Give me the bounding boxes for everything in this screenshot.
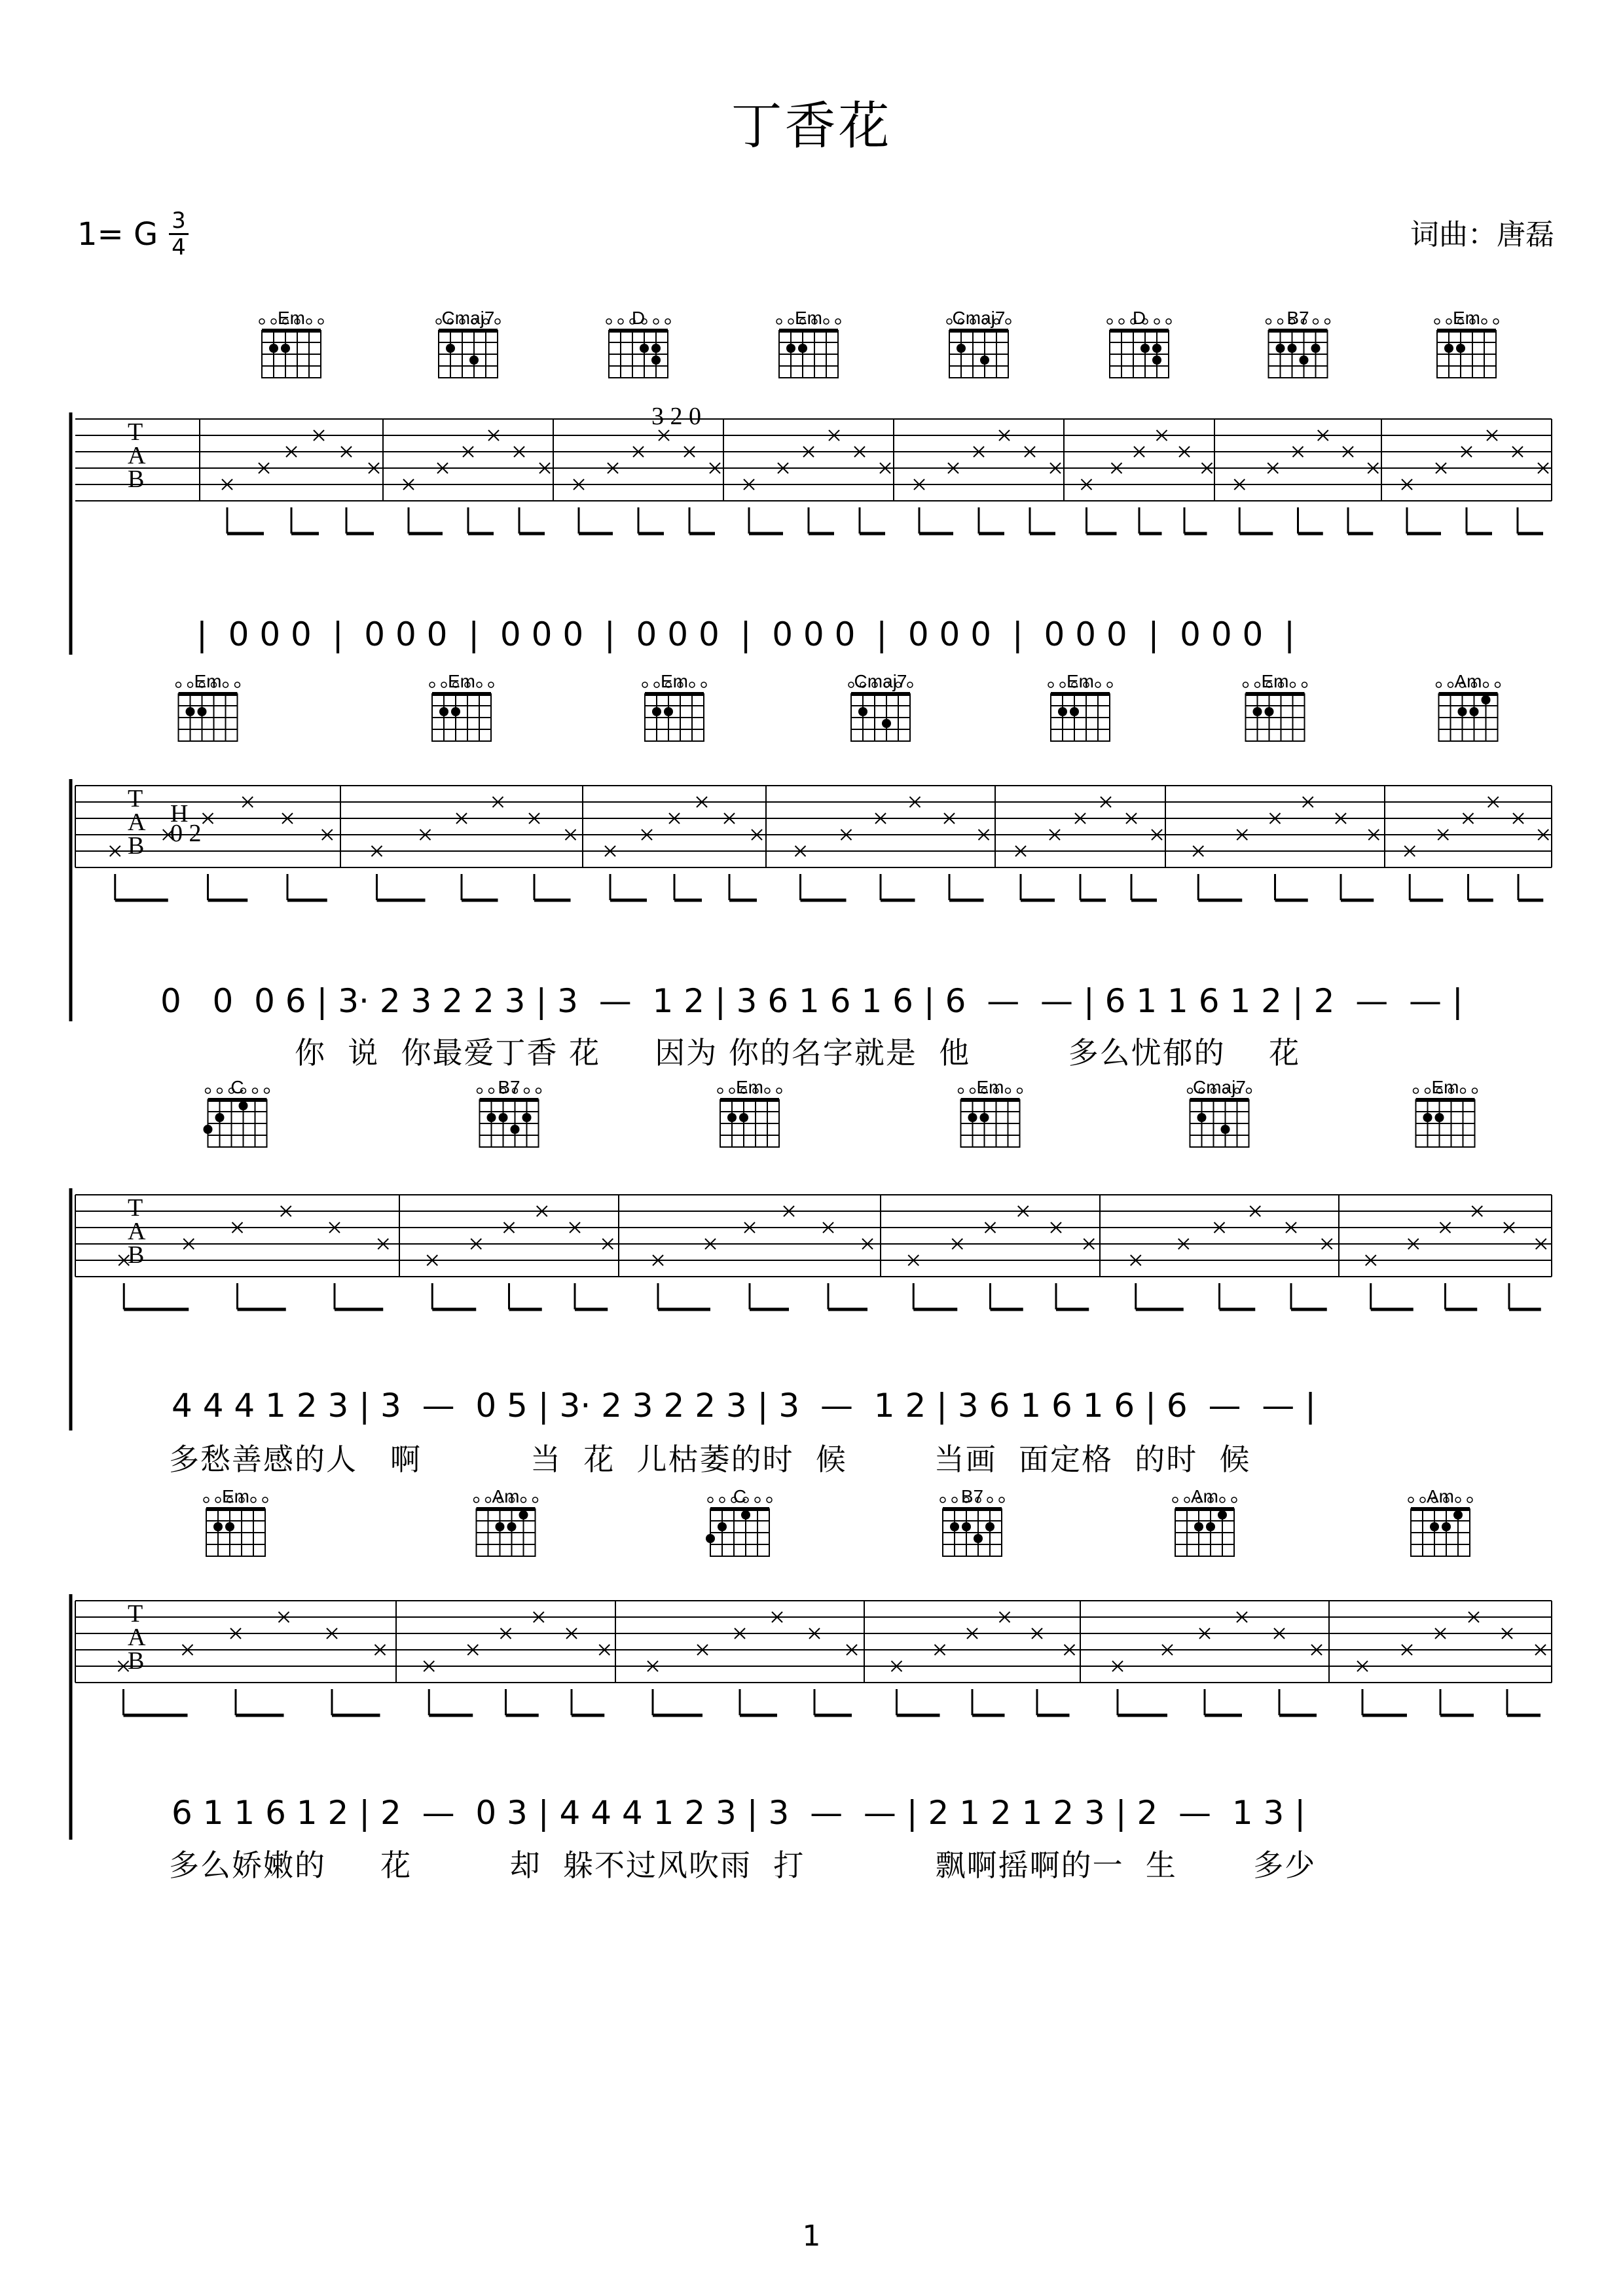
finger-dot <box>706 1534 715 1543</box>
key-signature: 1= G <box>77 216 158 253</box>
chord-name: Am <box>492 1486 520 1506</box>
lyric-line-2: 你 说 你最爱丁香 花 因为 你的名字就是 他 多么忧郁的 花 <box>295 1035 1301 1070</box>
open-string-marker <box>474 1497 479 1503</box>
chord-name: Em <box>1067 671 1094 691</box>
tab-clef-letter: B <box>128 1647 145 1675</box>
open-string-marker <box>533 1497 538 1503</box>
chord-name: D <box>1132 308 1146 328</box>
chord-name: Em <box>661 671 688 691</box>
chord-diagram-am <box>1408 1486 1472 1556</box>
chord-name: Cmaj7 <box>854 671 907 691</box>
open-string-marker <box>251 1497 256 1503</box>
chord-diagram-b7 <box>940 1486 1004 1556</box>
finger-dot <box>962 1522 971 1531</box>
tab-clef-letter: A <box>128 1218 146 1245</box>
finger-dot <box>1453 1510 1463 1520</box>
open-string-marker <box>486 1497 491 1503</box>
tab-mark-text: 3 2 0 <box>651 403 701 430</box>
open-string-marker <box>1220 1497 1225 1503</box>
tab-clef-letter: B <box>128 465 145 493</box>
tab-mark-text: H <box>170 800 189 828</box>
tab-clef-letter: A <box>128 809 146 836</box>
open-string-marker <box>940 1497 945 1503</box>
chord-name: Em <box>1261 671 1289 691</box>
open-string-marker <box>1231 1497 1237 1503</box>
chord-name: B7 <box>498 1077 520 1097</box>
tab-clef-letter: A <box>128 1624 146 1651</box>
finger-dot <box>225 1522 234 1531</box>
finger-dot <box>507 1522 517 1531</box>
lyric-line-4: 多么娇嫩的 花 却 躲不过风吹雨 打 飘啊摇啊的一 生 多少 <box>169 1848 1317 1883</box>
chord-name: Cmaj7 <box>1193 1077 1246 1097</box>
finger-dot <box>974 1534 983 1543</box>
chord-name: Em <box>278 308 305 328</box>
chord-name: Em <box>795 308 822 328</box>
chord-name: D <box>631 308 646 328</box>
chord-name: C <box>733 1486 747 1506</box>
tab-clef-letter: T <box>128 785 143 812</box>
time-signature-top: 3 <box>172 208 186 234</box>
chord-name: Em <box>448 671 475 691</box>
open-string-marker <box>755 1497 760 1503</box>
finger-dot <box>718 1522 727 1531</box>
finger-dot <box>496 1522 505 1531</box>
chord-name: B7 <box>1286 308 1309 328</box>
tab-clef-letter: B <box>128 1241 145 1269</box>
chord-name: C <box>230 1077 244 1097</box>
open-string-marker <box>767 1497 772 1503</box>
chord-name: Am <box>1427 1486 1454 1506</box>
chord-diagram-em <box>204 1486 268 1556</box>
jianpu-line-4: 6 1 1 6 1 2 | 2 — 0 3 | 4 4 4 1 2 3 | 3 — — | 2 1 2 1 2 3 | 2 — 1 3 | <box>172 1794 1306 1832</box>
open-string-marker <box>1408 1497 1413 1503</box>
chord-name: Em <box>194 671 222 691</box>
tab-clef-letter: T <box>128 418 143 446</box>
tab-clef-letter: T <box>128 1194 143 1222</box>
open-string-marker <box>1467 1497 1472 1503</box>
chord-name: Am <box>1454 671 1482 691</box>
jianpu-line-2: 0 0 0 6 | 3· 2 3 2 2 3 | 3 — 1 2 | 3 6 1 6 1 6 | 6 — — | 6 1 1 6 1 2 | 2 — — | <box>160 982 1463 1020</box>
open-string-marker <box>999 1497 1004 1503</box>
jianpu-line-3: 4 4 4 1 2 3 | 3 — 0 5 | 3· 2 3 2 2 3 | 3 — 1 2 | 3 6 1 6 1 6 | 6 — — | <box>172 1387 1316 1425</box>
open-string-marker <box>708 1497 713 1503</box>
tab-mark-text: 0 2 <box>170 820 202 847</box>
finger-dot <box>950 1522 959 1531</box>
credit: 词曲：唐磊 <box>1410 218 1554 251</box>
chord-name: Cmaj7 <box>441 308 495 328</box>
finger-dot <box>1442 1522 1451 1531</box>
chord-name: Em <box>1453 308 1480 328</box>
open-string-marker <box>215 1497 221 1503</box>
finger-dot <box>1206 1522 1215 1531</box>
finger-dot <box>1194 1522 1203 1531</box>
open-string-marker <box>952 1497 957 1503</box>
chord-diagram-am <box>474 1486 538 1556</box>
time-signature-bottom: 4 <box>172 234 186 261</box>
chord-diagram-c <box>706 1486 772 1556</box>
chord-name: Am <box>1191 1486 1218 1506</box>
jianpu-line-1: | 0 0 0 | 0 0 0 | 0 0 0 | 0 0 0 | 0 0 0 | 0 0 0 | 0 0 0 | 0 0 0 | <box>196 615 1295 653</box>
lyric-line-3: 多愁善感的人 啊 当 花 儿枯萎的时 候 当画 面定格 的时 候 <box>169 1442 1251 1477</box>
song-title: 丁香花 <box>731 97 892 156</box>
finger-dot <box>519 1510 528 1520</box>
open-string-marker <box>1420 1497 1425 1503</box>
open-string-marker <box>1184 1497 1190 1503</box>
chord-diagram-am <box>1173 1486 1237 1556</box>
finger-dot <box>213 1522 223 1531</box>
open-string-marker <box>521 1497 526 1503</box>
open-string-marker <box>1455 1497 1461 1503</box>
finger-dot <box>1430 1522 1439 1531</box>
finger-dot <box>1218 1510 1227 1520</box>
chord-name: Em <box>222 1486 249 1506</box>
tab-clef-letter: B <box>128 832 145 860</box>
page-number: 1 <box>802 2219 821 2253</box>
finger-dot <box>985 1522 994 1531</box>
open-string-marker <box>204 1497 209 1503</box>
chord-name: Em <box>736 1077 763 1097</box>
open-string-marker <box>1173 1497 1178 1503</box>
finger-dot <box>741 1510 750 1520</box>
chord-name: Cmaj7 <box>952 308 1006 328</box>
tab-clef-letter: A <box>128 442 146 469</box>
chord-name: Em <box>976 1077 1004 1097</box>
chord-name: Em <box>1431 1077 1459 1097</box>
chord-name: B7 <box>960 1486 984 1506</box>
open-string-marker <box>263 1497 268 1503</box>
open-string-marker <box>987 1497 993 1503</box>
open-string-marker <box>720 1497 725 1503</box>
tab-clef-letter: T <box>128 1600 143 1628</box>
